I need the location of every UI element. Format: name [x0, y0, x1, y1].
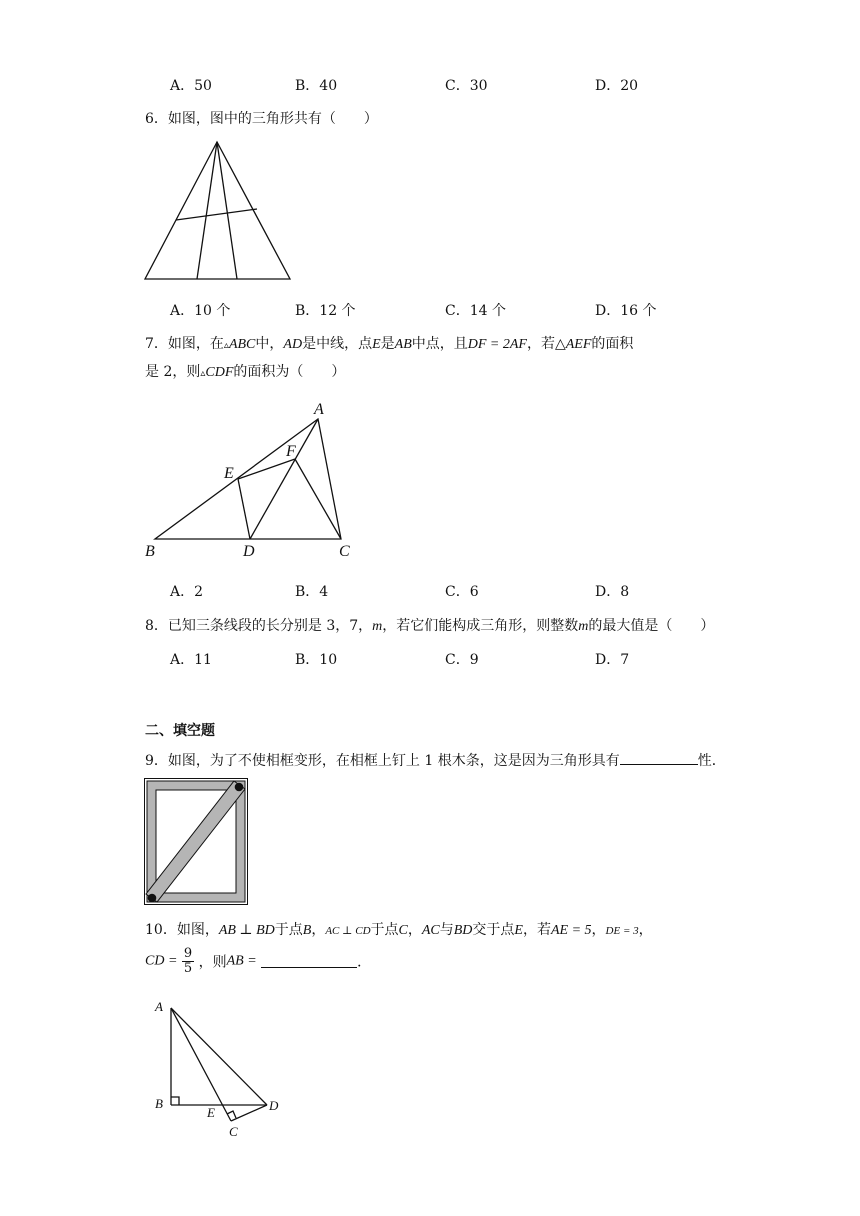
q7-label-c: C — [339, 543, 350, 560]
q10-label-b: B — [155, 1096, 163, 1111]
q10-stem-line1: 10．如图，AB ⊥ BD于点B，AC ⊥ CD于点C，AC与BD交于点E，若AE = 5，DE = 3， — [145, 922, 653, 938]
q7-option-a: A．2 — [170, 584, 204, 600]
q7-label-b: B — [145, 543, 155, 560]
q8-option-a: A．11 — [170, 652, 212, 668]
q7-stem-line2: 是 2，则▵CDF的面积为（ ） — [145, 364, 346, 380]
q7-option-d: D．8 — [595, 584, 630, 600]
q9-frame-figure — [144, 778, 249, 906]
q9-stem: 9．如图，为了不使相框变形，在相框上钉上 1 根木条，这是因为三角形具有 性． — [145, 753, 726, 769]
q7-figure — [140, 396, 365, 566]
q8-stem: 8．已知三条线段的长分别是 3，7，m，若它们能构成三角形，则整数m的最大值是（ ） — [145, 618, 715, 634]
q10-stem-line2: CD = $\frac{9}{5}$ ，则AB = ． — [145, 946, 372, 976]
q8-option-c: C．9 — [445, 652, 479, 668]
q6-figure — [140, 138, 295, 283]
q10-label-a: A — [155, 999, 163, 1014]
q10-label-c: C — [229, 1124, 238, 1139]
q7-label-f: F — [286, 443, 296, 460]
q5-option-a: A．50 — [170, 78, 212, 94]
q9-answer-blank[interactable] — [620, 752, 698, 765]
q5-option-b: B．40 — [295, 78, 338, 94]
q5-option-d: D．20 — [595, 78, 639, 94]
q7-label-e: E — [224, 465, 234, 482]
q8-option-b: B．10 — [295, 652, 338, 668]
q10-fraction: $\frac{9}{5}$ — [183, 946, 193, 976]
q5-option-c: C．30 — [445, 78, 488, 94]
q10-label-d: D — [269, 1098, 279, 1113]
q10-answer-blank[interactable] — [261, 955, 357, 968]
q6-option-b: B．12 个 — [295, 303, 356, 319]
section-title: 二、填空题 — [145, 723, 215, 739]
q7-label-a: A — [314, 401, 324, 418]
q7-label-d: D — [243, 543, 255, 560]
q7-option-b: B．4 — [295, 584, 329, 600]
q8-option-d: D．7 — [595, 652, 630, 668]
q10-figure — [145, 993, 290, 1143]
q7-stem-line1: 7．如图，在▵ABC中，AD是中线，点E是AB中点，且DF = 2AF，若△AEF的面积 — [145, 336, 634, 352]
q6-option-a: A．10 个 — [170, 303, 231, 319]
q6-option-c: C．14 个 — [445, 303, 506, 319]
nail-icon — [148, 894, 157, 903]
q6-stem: 6．如图，图中的三角形共有（ ） — [145, 111, 378, 127]
q10-label-e: E — [207, 1105, 215, 1120]
nail-icon — [235, 783, 244, 792]
q7-option-c: C．6 — [445, 584, 479, 600]
q6-option-d: D．16 个 — [595, 303, 657, 319]
